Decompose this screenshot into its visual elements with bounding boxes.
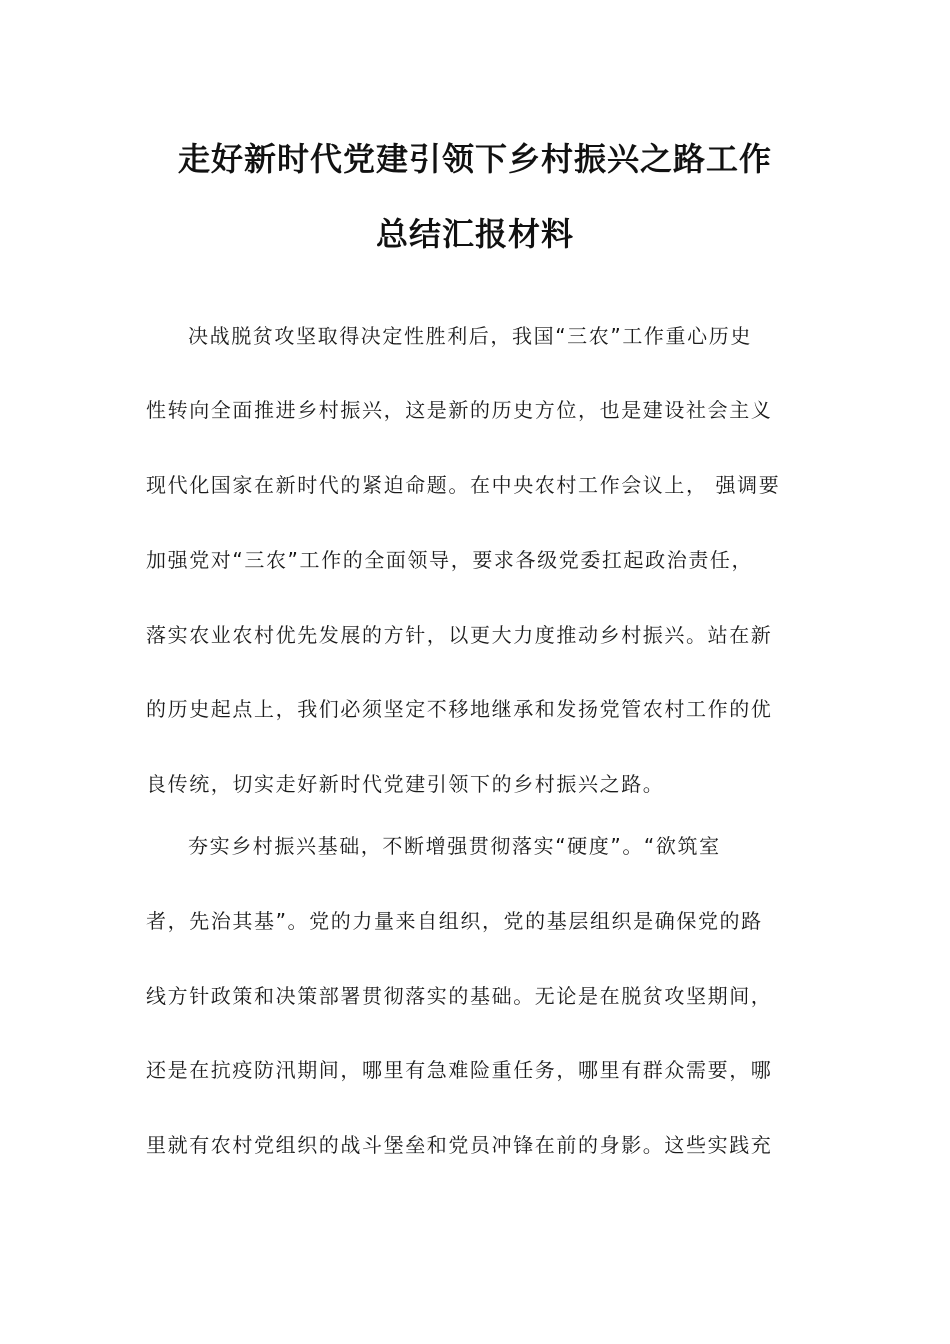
document-title-line-2: 总结汇报材料 xyxy=(375,215,574,253)
paragraph-1-line-4: 加强党对“三农”工作的全面领导，要求各级党委扛起政治责任， xyxy=(146,548,754,572)
paragraph-2-line-3: 线方针政策和决策部署贯彻落实的基础。无论是在脱贫攻坚期间， xyxy=(146,984,773,1008)
paragraph-1-line-3: 现代化国家在新时代的紧迫命题。在中央农村工作会议上， 强调要 xyxy=(146,473,781,497)
document-title-line-1: 走好新时代党建引领下乡村振兴之路工作 xyxy=(177,140,772,178)
paragraph-2-line-4: 还是在抗疫防汛期间，哪里有急难险重任务，哪里有群众需要，哪 xyxy=(146,1058,773,1082)
paragraph-2-line-1: 夯实乡村振兴基础，不断增强贯彻落实“硬度”。“欲筑室 xyxy=(188,834,721,858)
paragraph-1-line-6: 的历史起点上，我们必须坚定不移地继承和发扬党管农村工作的优 xyxy=(146,697,773,721)
paragraph-2-line-5: 里就有农村党组织的战斗堡垒和党员冲锋在前的身影。这些实践充 xyxy=(146,1133,773,1157)
paragraph-1-line-7: 良传统，切实走好新时代党建引领下的乡村振兴之路。 xyxy=(146,772,665,796)
paragraph-2-line-2: 者，先治其基”。党的力量来自组织，党的基层组织是确保党的路 xyxy=(146,909,763,933)
paragraph-1-line-1: 决战脱贫攻坚取得决定性胜利后，我国“三农”工作重心历史 xyxy=(188,324,752,348)
paragraph-1-line-5: 落实农业农村优先发展的方针，以更大力度推动乡村振兴。站在新 xyxy=(146,623,773,647)
paragraph-1-line-2: 性转向全面推进乡村振兴，这是新的历史方位，也是建设社会主义 xyxy=(146,398,773,422)
